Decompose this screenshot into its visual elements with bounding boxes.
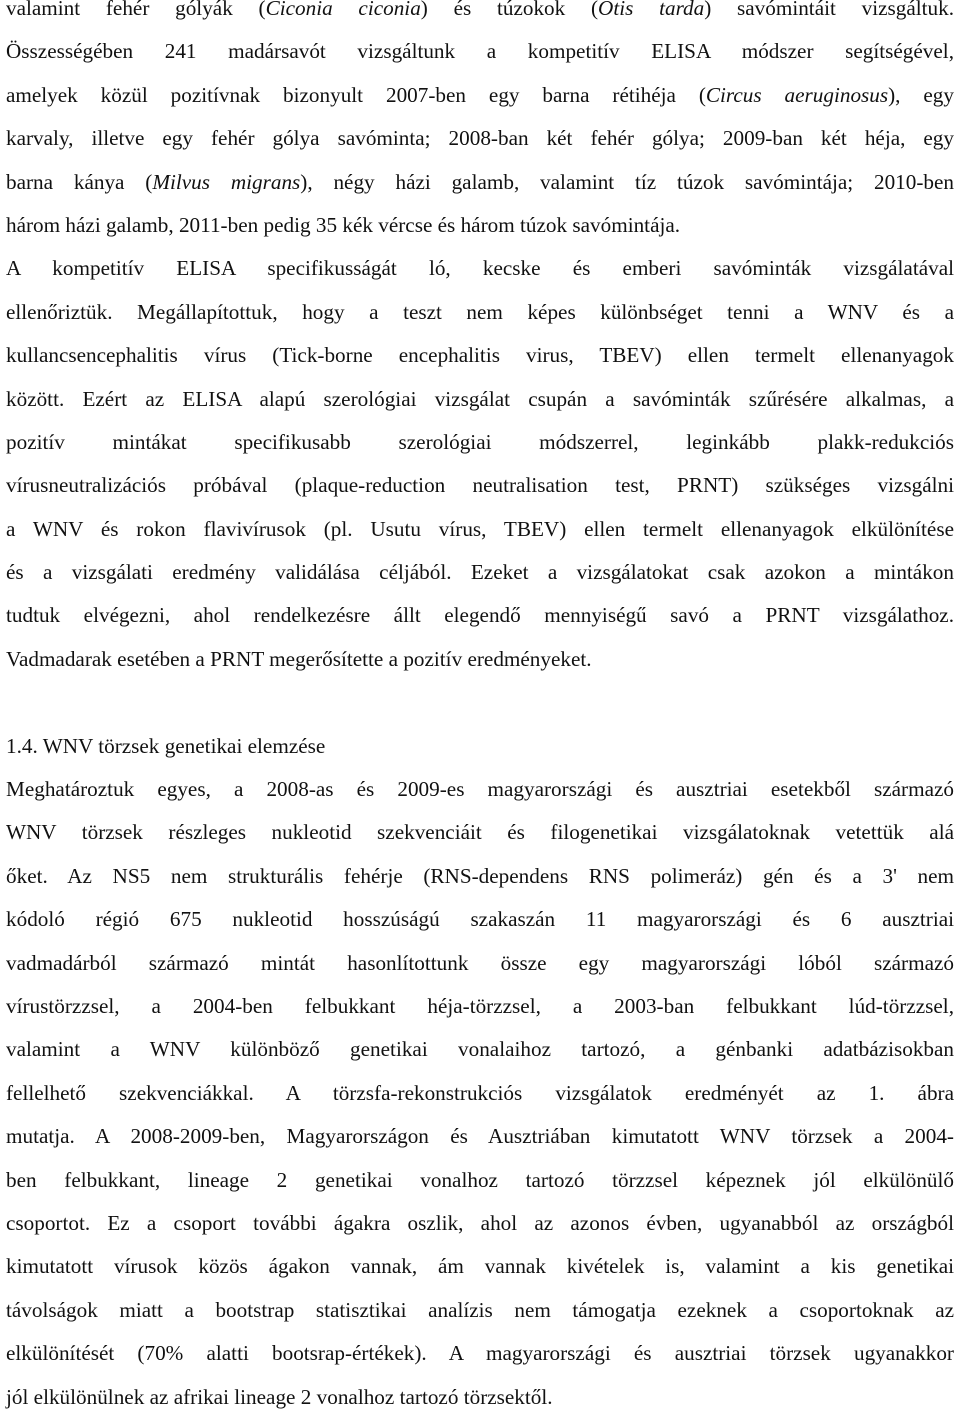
paragraph-wnv-genetics [6,768,954,1419]
text-line [6,1332,954,1375]
text-run: ) savómintáit vizsgáltuk. [704,0,954,20]
text-line [6,30,954,73]
text-run: a WNV és rokon flavivírusok (pl. Usutu vírus, TBEV) ellen termelt ellenanyagok elkülönítése [6,516,954,541]
text-run: kullancsencephalitis vírus (Tick-borne encephalitis virus, TBEV) ellen termelt ellenanyagok [6,343,954,368]
text-run: elkülönítését (70% alatti bootsrap-értékek). A magyarországi és ausztriai törzsek ugyanakkor [6,1341,954,1366]
text-run: csoportot. Ez a csoport további ágakra oszlik, ahol az azonos évben, ugyanabból az országból [6,1210,954,1235]
text-line [6,0,954,30]
text-run: ) és túzokok ( [420,0,599,20]
text-run: között. Ezért az ELISA alapú szerológiai vizsgálat csupán a savóminták szűrésére alkalmas, a [6,386,954,411]
paragraph-elisa-results [6,0,954,681]
text-run: kimutatott vírusok közös ágakon vannak, ám vannak kivételek is, valamint a kis genetikai [6,1254,954,1279]
text-run: tudtuk elvégezni, ahol rendelkezésre állt elegendő mennyiségű savó a PRNT vizsgálathoz. [6,603,954,628]
text-run: vadmadárból származó mintát hasonlítottunk össze egy magyarországi lóból származó [6,950,954,975]
document-page [6,0,954,1419]
species-name: Circus aeruginosus [705,82,889,107]
text-run: A kompetitív ELISA specifikusságát ló, kecske és emberi savóminták vizsgálatával [6,256,954,281]
blank-line [6,681,954,724]
text-line [6,247,954,290]
text-line [6,768,954,811]
section-heading: 1.4. WNV törzsek genetikai elemzése [6,733,326,758]
text-line [6,1376,954,1419]
text-line [6,334,954,377]
text-line [6,1245,954,1288]
text-line [6,1159,954,1202]
text-run: valamint a WNV különböző genetikai vonalaihoz tartozó, a génbanki adatbázisokban [6,1037,954,1062]
text-run: ben felbukkant, lineage 2 genetikai vonalhoz tartozó törzzsel képeznek jól elkülönülő [6,1167,954,1192]
text-line [6,898,954,941]
text-run: Vadmadarak esetében a PRNT megerősítette a pozitív eredményeket. [6,646,592,671]
text-run: ellenőriztük. Megállapítottuk, hogy a teszt nem képes különbséget tenni a WNV és a [6,299,954,324]
text-line [6,1028,954,1071]
text-line [6,985,954,1028]
text-line [6,551,954,594]
text-run: őket. Az NS5 nem strukturális fehérje (RNS-dependens RNS polimeráz) gén és a 3' nem [6,863,954,888]
text-line [6,117,954,160]
text-line [6,811,954,854]
text-line [6,74,954,117]
text-run: Meghatároztuk egyes, a 2008-as és 2009-es magyarországi és ausztriai esetekből származó [6,777,954,802]
text-run: vírustörzzsel, a 2004-ben felbukkant héja-törzzsel, a 2003-ban felbukkant lúd-törzzsel, [6,993,954,1018]
text-line [6,855,954,898]
text-line [6,1072,954,1115]
text-line [6,1115,954,1158]
text-line [6,508,954,551]
species-name: Milvus migrans [152,169,301,194]
text-run: mutatja. A 2008-2009-ben, Magyarországon és Ausztriában kimutatott WNV törzsek a 2004- [6,1124,954,1149]
text-run: valamint fehér gólyák ( [6,0,266,20]
text-run: ), négy házi galamb, valamint tíz túzok savómintája; 2010-ben [300,169,954,194]
text-line [6,1202,954,1245]
species-name: Otis tarda [598,0,705,20]
text-run: karvaly, illetve egy fehér gólya savóminta; 2008-ban két fehér gólya; 2009-ban két héja, egy [6,126,954,151]
text-run: Összességében 241 madársavót vizsgáltunk a kompetitív ELISA módszer segítségével, [6,39,954,64]
text-line [6,464,954,507]
text-run: ), egy [888,82,954,107]
text-run: kódoló régió 675 nukleotid hosszúságú szakaszán 11 magyarországi és 6 ausztriai [6,907,954,932]
text-line [6,378,954,421]
text-run: pozitív mintákat specifikusabb szerológiai módszerrel, leginkább plakk-redukciós [6,429,954,454]
text-line [6,204,954,247]
text-run: WNV törzsek részleges nukleotid szekvenciáit és filogenetikai vizsgálatoknak vetettük alá [6,820,954,845]
text-line [6,1289,954,1332]
text-run: távolságok miatt a bootstrap statisztikai analízis nem támogatja ezeknek a csoportoknak az [6,1297,954,1322]
text-run: amelyek közül pozitívnak bizonyult 2007-ben egy barna rétihéja ( [6,82,706,107]
species-name: Ciconia ciconia [265,0,421,20]
text-line [6,291,954,334]
text-line [6,161,954,204]
text-line [6,421,954,464]
text-line [6,594,954,637]
text-run: és a vizsgálati eredmény validálása céljából. Ezeket a vizsgálatokat csak azokon a mintákon [6,560,954,585]
text-line [6,638,954,681]
text-run: barna kánya ( [6,169,153,194]
text-run: három házi galamb, 2011-ben pedig 35 kék vércse és három túzok savómintája. [6,212,681,237]
text-run: vírusneutralizációs próbával (plaque-reduction neutralisation test, PRNT) szükséges vizsgálni [6,473,954,498]
text-line [6,942,954,985]
text-run: fellelhető szekvenciákkal. A törzsfa-rekonstrukciós vizsgálatok eredményét az 1. ábra [6,1080,954,1105]
text-run: jól elkülönülnek az afrikai lineage 2 vonalhoz tartozó törzsektől. [6,1384,553,1409]
